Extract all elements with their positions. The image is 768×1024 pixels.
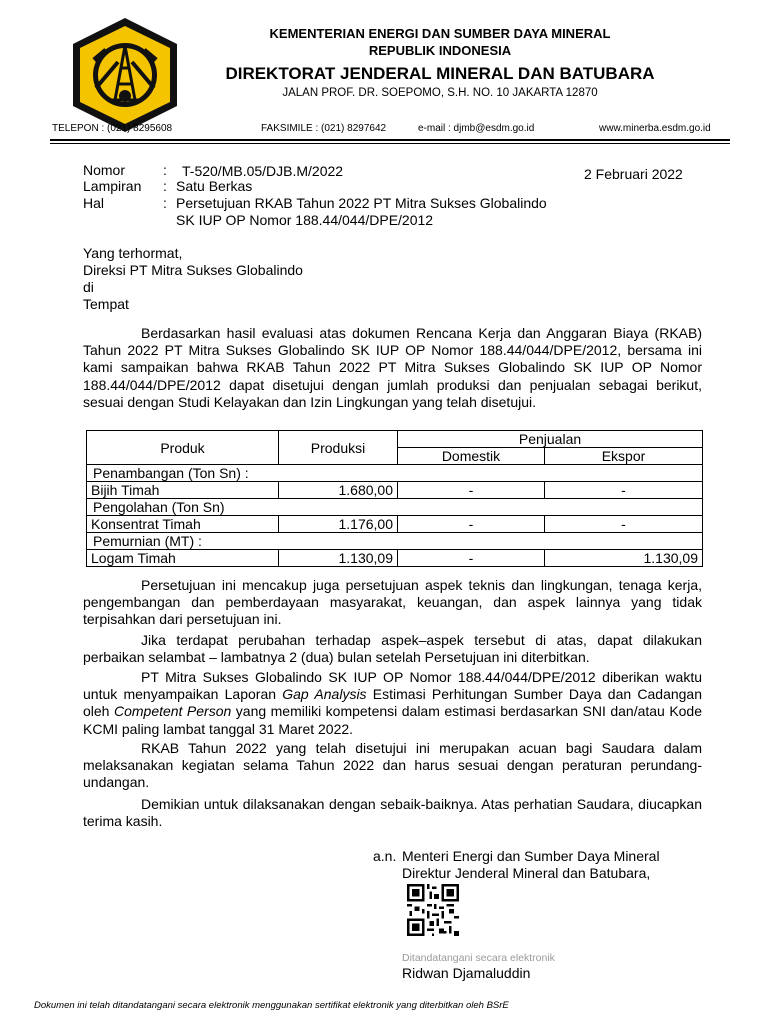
header-produksi: Produksi [279,431,398,465]
cell-ekspor: 1.130,09 [545,550,703,567]
nomor-separator: : [163,162,167,178]
signatory-name: Ridwan Djamaluddin [402,965,531,981]
table-section-row [87,533,703,550]
section-title: Pengolahan (Ton Sn) [87,499,703,516]
section-title: Pemurnian (MT) : [87,533,703,550]
fax-number: FAKSIMILE : (021) 8297642 [261,123,387,134]
paragraph-evaluation: Berdasarkan hasil evaluasi atas dokumen Rencana Kerja dan Anggaran Biaya (RKAB) Tahun 2022 PT Mitra Sukses Globalindo SK IUP OP Nomor 188.44/044/DPE/2012, bersama ini kami sampaikan bahwa RKAB Tahun 2022 PT Mitra Sukses Globalindo SK IUP OP Nomor 188.44/044/DPE/2012 dapat disetujui dengan jumlah produksi dan penjualan sebagai berikut, sesuai dengan Studi Kelayakan dan Izin Lingkungan yang telah disetujui. [83,325,702,410]
cell-domestik: - [398,482,545,499]
paragraph-gap-analysis [83,669,702,738]
phone-number: TELEPON : (021) 8295608 [52,123,173,134]
header-ekspor: Ekspor [545,448,703,465]
paragraph-closing: Demikian untuk dilaksanakan dengan sebaik-baiknya. Atas perhatian Saudara, diucapkan terima kasih. [83,796,702,830]
gap-analysis-term: Gap Analysis [282,686,367,703]
signature-minister: Menteri Energi dan Sumber Daya Mineral [402,848,660,864]
cell-produksi: 1.130,09 [279,550,398,567]
gap-text-c: Estimasi Perhitungan Sumber Daya dan Cadangan oleh [83,686,702,720]
lampiran-label: Lampiran [83,178,142,194]
paragraph-changes: Jika terdapat perubahan terhadap aspek–aspek tersebut di atas, dapat dilakukan perbaikan selambat – lambatnya 2 (dua) bulan setelah Persetujuan ini diterbitkan. [83,632,702,666]
electronic-signature-note: Ditandatangani secara elektronik [402,952,555,964]
recipient-di: di [83,279,94,295]
ministry-name: KEMENTERIAN ENERGI DAN SUMBER DAYA MINERAL [269,26,611,41]
table-section-row [87,499,703,516]
gap-text-e: yang memiliki kompetensi dalam estimasi berdasarkan SNI dan/atau Kode KCMI paling lambat tanggal 31 Maret 2022. [83,703,703,737]
competent-person-term: Competent Person [113,703,232,720]
cell-domestik: - [398,550,545,567]
nomor-value: T-520/MB.05/DJB.M/2022 [182,163,344,179]
signature-an: a.n. [373,848,397,864]
section-title: Penambangan (Ton Sn) : [87,465,703,482]
email-address[interactable]: e-mail : djmb@esdm.go.id [418,123,535,134]
letter-date: 2 Februari 2022 [584,166,683,182]
hal-value-line1: Persetujuan RKAB Tahun 2022 PT Mitra Sukses Globalindo [176,195,547,211]
table-row [87,550,703,567]
office-address: JALAN PROF. DR. SOEPOMO, S.H. NO. 10 JAKARTA 12870 [282,87,598,99]
country-name: REPUBLIK INDONESIA [368,43,512,58]
website-link[interactable]: www.minerba.esdm.go.id [599,123,711,134]
nomor-label: Nomor [83,162,126,178]
table-row [87,482,703,499]
letterhead-rule-thick [50,139,730,141]
recipient: Direksi PT Mitra Sukses Globalindo [83,262,303,278]
lampiran-separator: : [163,178,167,194]
paragraph-reference: RKAB Tahun 2022 yang telah disetujui ini merupakan acuan bagi Saudara dalam melaksanakan kegiatan selama Tahun 2022 dan harus sesuai dengan peraturan perundang-undangan. [83,740,702,791]
signature-director: Direktur Jenderal Mineral dan Batubara, [402,865,651,881]
cell-produk: Konsentrat Timah [87,516,279,533]
letterhead-rule-thin [50,143,730,144]
cell-produksi: 1.176,00 [279,516,398,533]
lampiran-value: Satu Berkas [176,178,253,194]
footer-note: Dokumen ini telah ditandatangani secara elektronik menggunakan sertifikat elektronik yang diterbitkan oleh BSrE [34,1000,509,1011]
cell-produk: Logam Timah [87,550,279,567]
qr-code-icon [407,884,459,936]
table-row [87,516,703,533]
cell-ekspor: - [545,482,703,499]
gap-text-a: PT Mitra Sukses Globalindo SK IUP OP Nomor 188.44/044/DPE/2012 diberikan waktu untuk menyampaikan Laporan [83,669,702,703]
production-table [86,430,703,567]
paragraph-scope: Persetujuan ini mencakup juga persetujuan aspek teknis dan lingkungan, tenaga kerja, pengembangan dan pemberdayaan masyarakat, keuangan, dan aspek lainnya yang tidak terpisahkan dari persetujuan ini. [83,577,702,628]
recipient-place: Tempat [83,296,129,312]
header-penjualan: Penjualan [398,431,703,448]
hal-separator: : [163,195,167,211]
cell-domestik: - [398,516,545,533]
header-domestik: Domestik [398,448,545,465]
directorate-name: DIREKTORAT JENDERAL MINERAL DAN BATUBARA [225,64,655,83]
header-produk: Produk [87,431,279,465]
cell-produksi: 1.680,00 [279,482,398,499]
hal-value-line2: SK IUP OP Nomor 188.44/044/DPE/2012 [176,212,434,228]
greeting: Yang terhormat, [83,245,183,261]
table-section-row [87,465,703,482]
esdm-logo [66,16,184,134]
cell-ekspor: - [545,516,703,533]
cell-produk: Bijih Timah [87,482,279,499]
hal-label: Hal [83,195,105,211]
